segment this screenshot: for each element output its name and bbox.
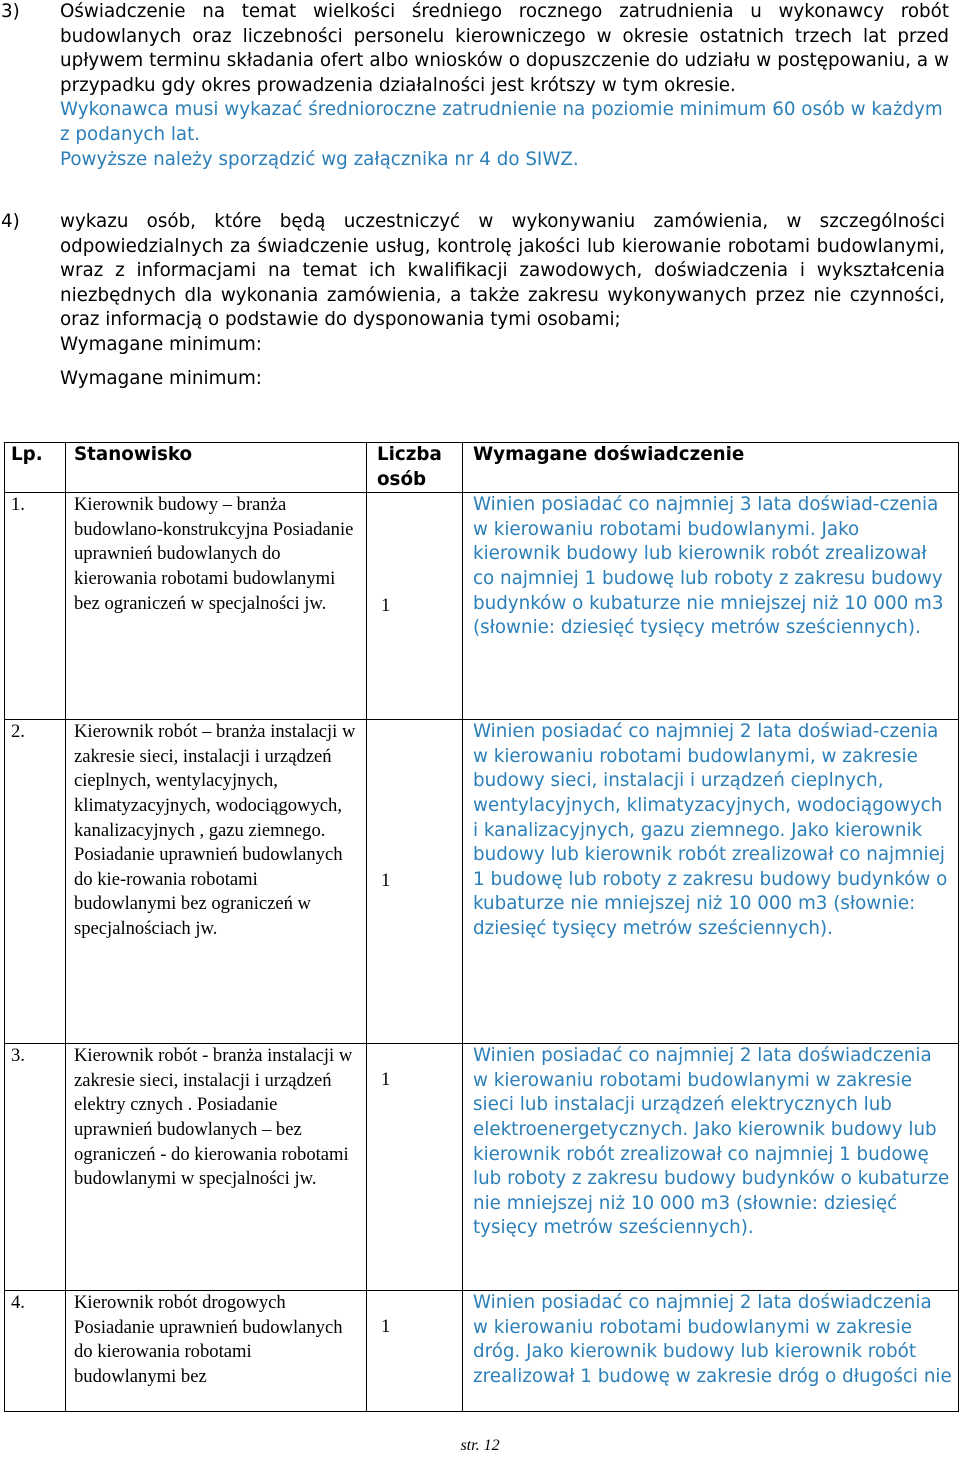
row-experience: Winien posiadać co najmniej 2 lata doświadczenia w kierowaniu robotami budowlanymi w zakresie sieci lub instalacji urządzeń elektrycznych lub elektroenergetycznych. Jako kierownik budowy lub kierownik robót zrealizował co najmniej 1 budowę lub roboty z zakresu budowy budynków o kubaturze nie mniejszej niż 10 000 m3 (słownie: dziesięć tysięcy metrów sześciennych).: [463, 1044, 959, 1291]
table-row: [5, 720, 959, 1044]
section-4-body: [60, 210, 945, 391]
requirement-prefix: Wykonawca musi wykazać średnioroczne zatrudnienie na poziomie minimum: [60, 99, 773, 121]
header-count: Liczba osób: [367, 443, 463, 493]
header-lp: Lp.: [5, 443, 66, 493]
table-row: [5, 493, 959, 720]
section-3-intro: Oświadczenie na temat wielkości średniego rocznego zatrudnienia u wykonawcy robót budowlanych oraz liczebności personelu kierowniczego w okresie ostatnich trzech lat przed upływem terminu składania ofert albo wniosków o dopuszczenie do udziału w postępowaniu, a w przypadku gdy okres prowadzenia działalności jest krótszy w tym okresie.: [60, 1, 949, 96]
header-position: Stanowisko: [66, 443, 367, 493]
requirement-value: 60 osób: [772, 99, 845, 121]
row-count: 1: [367, 493, 463, 720]
section-3-body: [60, 0, 949, 172]
staff-requirements-table: [4, 442, 959, 1412]
table-row: [5, 1044, 959, 1291]
page-number: str. 12: [460, 1437, 500, 1454]
row-lp: 3.: [5, 1044, 66, 1291]
section-4-number: 4): [1, 211, 20, 232]
header-experience: Wymagane doświadczenie: [463, 443, 959, 493]
row-lp: 4.: [5, 1291, 66, 1412]
row-count: 1: [367, 720, 463, 1044]
row-position: Kierownik budowy – branża budowlano-konstrukcyjna Posiadanie uprawnień budowlanych do kierowania robotami budowlanymi bez ograniczeń w specjalności jw.: [66, 493, 367, 720]
minimum-label-1: Wymagane minimum:: [60, 333, 262, 355]
table-row: [5, 1291, 959, 1412]
row-count: 1: [367, 1291, 463, 1412]
minimum-label-2: Wymagane minimum:: [60, 367, 262, 389]
row-experience: Winien posiadać co najmniej 2 lata doświadczenia w kierowaniu robotami budowlanymi w zakresie dróg. Jako kierownik budowy lub kierownik robót zrealizował 1 budowę w zakresie dróg o długości nie: [463, 1291, 959, 1412]
row-position: Kierownik robót – branża instalacji w zakresie sieci, instalacji i urządzeń cieplnych, wentylacyjnych, klimatyzacyjnych, wodociągowych, kanalizacyjnych , gazu ziemnego. Posiadanie uprawnień budowlanych do kie-rowania robotami budowlanymi bez ograniczeń w specjalnościach jw.: [66, 720, 367, 1044]
section-3-requirement: [60, 98, 949, 147]
requirement-suffix: w każdym z podanych lat.: [60, 99, 943, 145]
row-position: Kierownik robót - branża instalacji w zakresie sieci, instalacji i urządzeń elektry cznych . Posiadanie uprawnień budowlanych – bez ograniczeń - do kierowania robotami budowlanymi w specjalności jw.: [66, 1044, 367, 1291]
row-experience: Winien posiadać co najmniej 2 lata doświad-czenia w kierowaniu robotami budowlanymi, w zakresie budowy sieci, instalacji i urządzeń cieplnych, wentylacyjnych, klimatyzacyjnych, wodociągowych i kanalizacyjnych, gazu ziemnego. Jako kierownik budowy lub kierownik robót zrealizował co najmniej 1 budowę lub roboty z zakresu budowy budynków o kubaturze nie mniejszej niż 10 000 m3 (słownie: dziesięć tysięcy metrów sześciennych).: [463, 720, 959, 1044]
section-3-number: 3): [1, 1, 20, 22]
row-position: Kierownik robót drogowych Posiadanie uprawnień budowlanych do kierowania robotami budowlanymi bez: [66, 1291, 367, 1412]
row-lp: 1.: [5, 493, 66, 720]
table-header-row: [5, 443, 959, 493]
row-lp: 2.: [5, 720, 66, 1044]
section-3-attachment: Powyższe należy sporządzić wg załącznika nr 4 do SIWZ.: [60, 148, 579, 170]
section-4-text: wykazu osób, które będą uczestniczyć w wykonywaniu zamówienia, w szczególności odpowiedzialnych za świadczenie usług, kontrolę jakości lub kierowanie robotami budowlanymi, wraz z informacjami na temat ich kwalifikacji zawodowych, doświadczenia i wykształcenia niezbędnych dla wykonania zamówienia, a także zakresu wykonywanych przez nie czynności, oraz informacją o podstawie do dysponowania tymi osobami;: [60, 211, 945, 331]
row-count: 1: [367, 1044, 463, 1291]
row-experience: Winien posiadać co najmniej 3 lata doświad-czenia w kierowaniu robotami budowlanymi. Jako kierownik budowy lub kierownik robót zrealizował co najmniej 1 budowę lub roboty z zakresu budowy budynków o kubaturze nie mniejszej niż 10 000 m3 (słownie: dziesięć tysięcy metrów sześciennych).: [463, 493, 959, 720]
